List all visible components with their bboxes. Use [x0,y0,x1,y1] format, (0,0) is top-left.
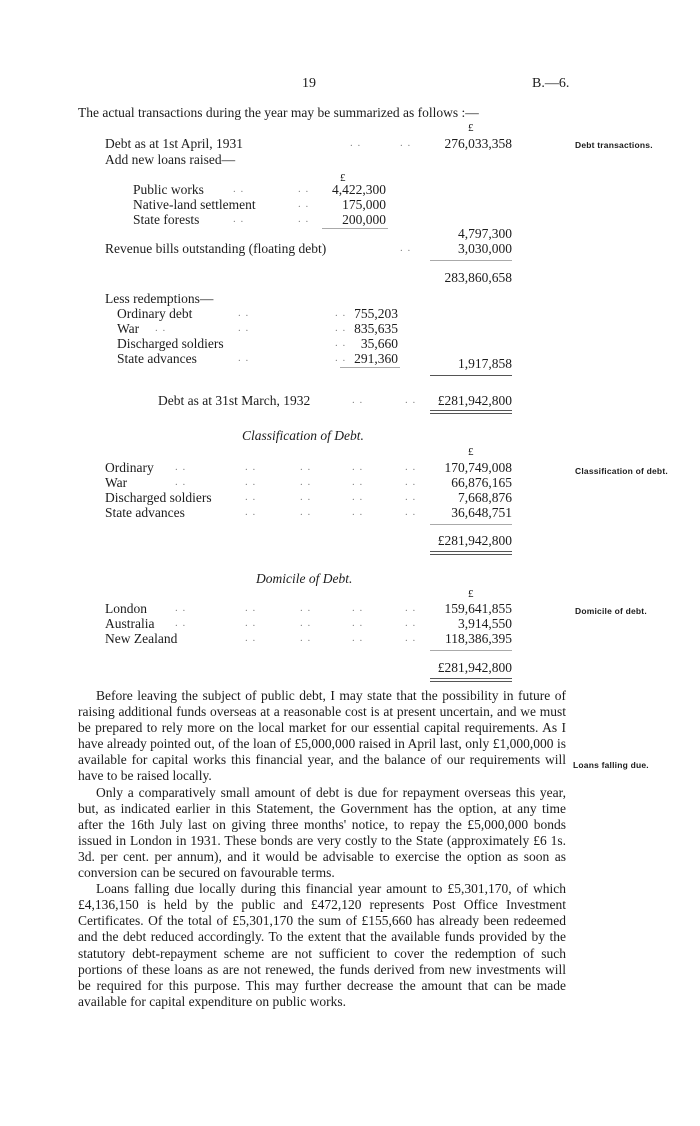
leader-dots: . . [352,617,364,629]
classification-double-rule-2 [430,554,512,555]
paragraph-public-debt: Before leaving the subject of public debt, I may state that the possibility in future of raising additional funds overseas at a reasonable cost is at present uncertain, and we must be prepared to rely more on the local market for our essential capital requirements. As I have already pointed out, of the loan of £5,000,000 raised in April last, only £1,000,000 is available for capital works this financial year, and the balance of our requirements will have to be raised locally. [78,688,566,784]
leader-dots: . . [238,307,250,319]
leader-dots: . . [155,322,167,334]
classification-war-value: 66,876,165 [451,475,512,490]
add-loans-label: Add new loans raised— [105,152,236,167]
leader-dots: . . [405,632,417,644]
leader-dots: . . [298,198,310,210]
leader-dots: . . [405,506,417,518]
leader-dots: . . [335,307,347,319]
opening-debt-value: 276,033,358 [444,136,512,151]
domicile-new-zealand-value: 118,386,395 [445,631,512,646]
loans-total-value: 4,797,300 [458,226,512,241]
classification-title [242,428,364,444]
leader-dots: . . [238,352,250,364]
classification-discharged-value: 7,668,876 [458,490,512,505]
leader-dots: . . [350,137,362,149]
pound-header-loans: £ [340,172,346,184]
leader-dots: . . [352,476,364,488]
closing-rule [430,375,512,376]
leader-dots: . . [245,461,257,473]
leader-dots: . . [245,491,257,503]
domicile-title [256,571,352,587]
leader-dots: . . [298,183,310,195]
leader-dots: . . [405,491,417,503]
leader-dots: . . [175,602,187,614]
leader-dots: . . [352,506,364,518]
leader-dots: . . [245,476,257,488]
leader-dots: . . [300,632,312,644]
redemption-ordinary-label: Ordinary debt [117,306,193,321]
domicile-title-of: of [308,571,320,586]
closing-debt-label: Debt as at 31st March, 1932 [158,393,311,408]
leader-dots: . . [300,461,312,473]
leader-dots: . . [405,394,417,406]
leader-dots: . . [400,242,412,254]
leader-dots: . . [405,602,417,614]
page-number: 19 [302,76,316,91]
domicile-new-zealand-label: New Zealand [105,631,178,646]
redemption-ordinary-value: 755,203 [354,306,398,321]
leader-dots: . . [400,137,412,149]
closing-debt-value: £281,942,800 [437,393,512,408]
redemption-war-value: 835,635 [354,321,398,336]
classification-double-rule-1 [430,551,512,552]
leader-dots: . . [300,491,312,503]
leader-dots: . . [245,506,257,518]
paragraph-local-loans: Loans falling due locally during this financial year amount to £5,301,170, of which £4,136,150 is held by the public and £472,120 represents Post Office Investment Certificates. Of the total of £5,301,170 the sum of £155,660 has already been redeemed and the debt reduced accordingly. To the extent that the available funds provided by the statutory debt-repayment scheme are not sufficient to cover the redemption of such portions of these loans as are not renewed, the funds derived from new investments will be required for this purpose. This may further decrease the amount that can be made available for capital expenditure on public works. [78,881,566,1009]
leader-dots: . . [245,617,257,629]
classification-title-of: of [320,428,331,443]
paragraph-overseas-repayment: Only a comparatively small amount of debt is due for repayment overseas this year, but, as indicated earlier in this Statement, the Government has the option, at any time after the 16th July last on giving three months' notice, to repay the £5,000,000 bonds issued in London in 1931. These bonds are very costly to the State (approximately £6 1s. 3d. per cent. per annum), and it would be advisable to exercise the option as soon as conversion can be secured on favourable terms. [78,784,566,881]
domicile-australia-label: Australia [105,616,155,631]
subtotal-value: 283,860,658 [444,270,512,285]
leader-dots: . . [300,506,312,518]
domicile-double-rule-1 [430,678,512,679]
leader-dots: . . [298,213,310,225]
domicile-double-rule-2 [430,681,512,682]
sidenote-debt-transactions: Debt transactions. [575,140,653,150]
leader-dots: . . [245,602,257,614]
loan-state-forests-label: State forests [133,212,200,227]
redemption-war-label: War [117,321,140,336]
domicile-title-suffix: Debt. [322,571,353,586]
domicile-london-value: 159,641,855 [444,601,512,616]
loans-subtotal-rule [322,228,388,229]
revenue-bills-label: Revenue bills outstanding (floating debt) [105,241,327,256]
leader-dots: . . [233,213,245,225]
pound-header-main: £ [468,122,474,134]
classification-total-rule [430,524,512,525]
document-reference: B.—6. [532,76,570,91]
leader-dots: . . [300,476,312,488]
classification-war-label: War [105,475,128,490]
leader-dots: . . [175,461,187,473]
redemptions-subtotal-rule [340,367,400,368]
pound-header-classification: £ [468,446,474,458]
loan-public-works-value: 4,422,300 [332,182,386,197]
leader-dots: . . [335,352,347,364]
leader-dots: . . [245,632,257,644]
leader-dots: . . [352,461,364,473]
redemption-state-advances-label: State advances [117,351,197,366]
domicile-australia-value: 3,914,550 [458,616,512,631]
leader-dots: . . [405,617,417,629]
domicile-london-label: London [105,601,147,616]
leader-dots: . . [352,394,364,406]
leader-dots: . . [352,491,364,503]
leader-dots: . . [300,602,312,614]
leader-dots: . . [405,476,417,488]
leader-dots: . . [405,461,417,473]
intro-text: The actual transactions during the year may be summarized as follows :— [78,105,479,120]
loan-native-land-label: Native-land settlement [133,197,256,212]
domicile-total-value: £281,942,800 [437,660,512,675]
revenue-bills-value: 3,030,000 [458,241,512,256]
redemptions-total-value: 1,917,858 [458,356,512,371]
leader-dots: . . [352,632,364,644]
leader-dots: . . [300,617,312,629]
pound-header-domicile: £ [468,588,474,600]
sidenote-loans-falling-due: Loans falling due. [573,760,649,770]
loan-public-works-label: Public works [133,182,204,197]
sidenote-domicile: Domicile of debt. [575,606,647,616]
classification-total-value: £281,942,800 [437,533,512,548]
loan-native-land-value: 175,000 [342,197,386,212]
subtotal-rule [430,260,512,261]
classification-ordinary-value: 170,749,008 [444,460,512,475]
closing-double-rule-2 [430,413,512,414]
leader-dots: . . [352,602,364,614]
closing-double-rule-1 [430,410,512,411]
classification-state-advances-value: 36,648,751 [451,505,512,520]
leader-dots: . . [233,183,245,195]
redemption-discharged-label: Discharged soldiers [117,336,224,351]
loan-state-forests-value: 200,000 [342,212,386,227]
classification-title-prefix: Classification [242,428,318,443]
domicile-total-rule [430,650,512,651]
redemption-discharged-value: 35,660 [360,336,398,351]
sidenote-classification: Classification of debt. [575,466,668,476]
leader-dots: . . [335,337,347,349]
opening-debt-label: Debt as at 1st April, 1931 [105,136,243,151]
classification-state-advances-label: State advances [105,505,185,520]
leader-dots: . . [335,322,347,334]
classification-discharged-label: Discharged soldiers [105,490,212,505]
domicile-title-prefix: Domicile [256,571,306,586]
classification-title-suffix: Debt. [334,428,364,443]
leader-dots: . . [175,617,187,629]
classification-ordinary-label: Ordinary [105,460,154,475]
leader-dots: . . [238,322,250,334]
redemption-state-advances-value: 291,360 [354,351,398,366]
leader-dots: . . [175,476,187,488]
body-text [78,688,566,1010]
less-redemptions-label: Less redemptions— [105,291,214,306]
